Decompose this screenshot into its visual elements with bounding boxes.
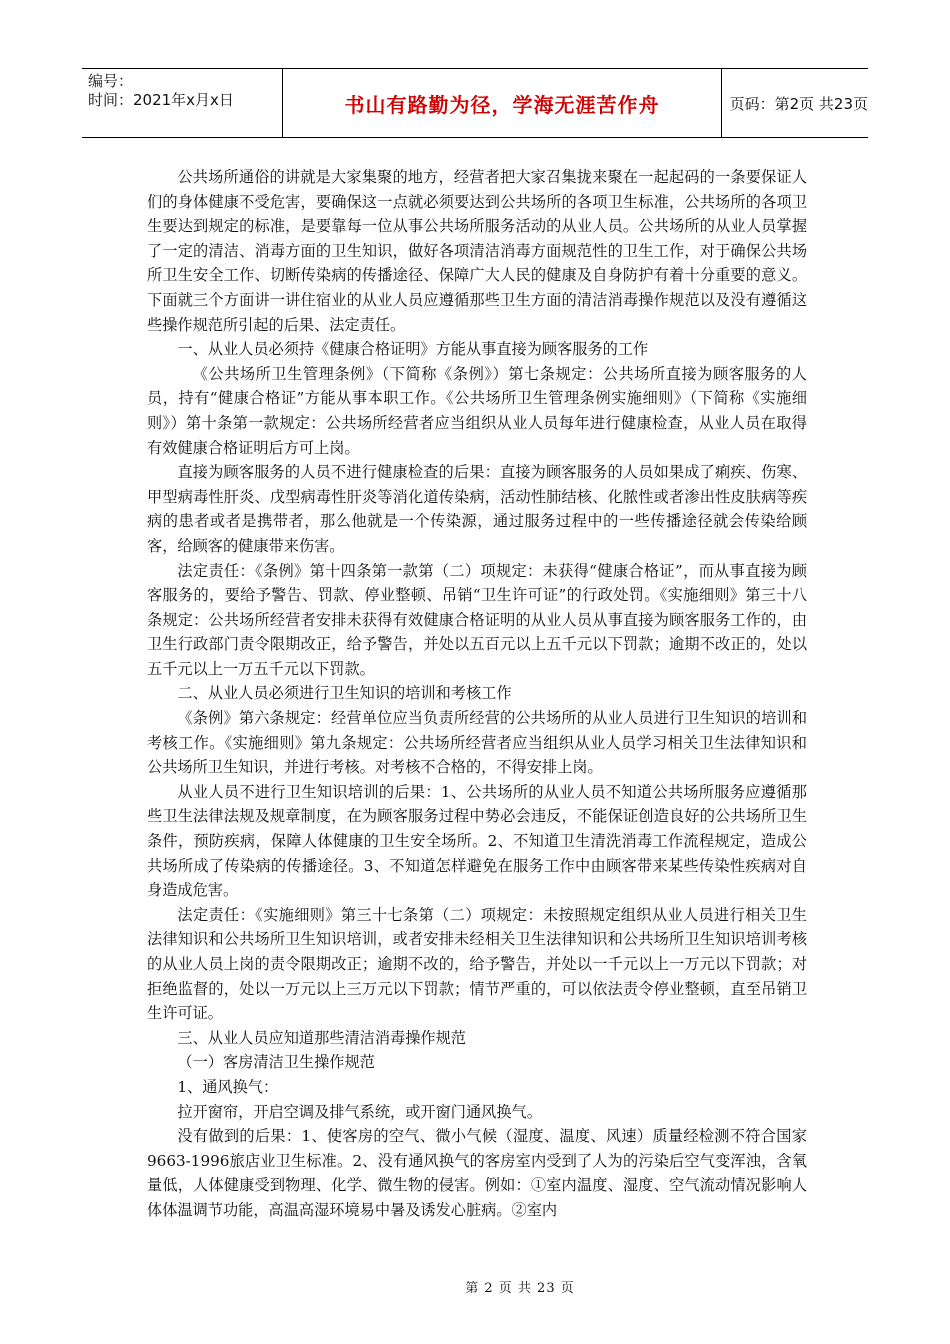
doc-date-label: 时间：2021年x月x日 bbox=[88, 91, 234, 109]
page-header bbox=[82, 68, 868, 138]
header-meta bbox=[82, 69, 283, 137]
paragraph: 没有做到的后果：1、使客房的空气、微小气候（湿度、温度、风速）质量经检测不符合国家9663-1996旅店业卫生标准。2、没有通风换气的客房室内受到了人为的污染后空气变浑浊，含氧量低，人体健康受到物理、化学、微生物的侵害。例如：①室内温度、湿度、空气流动情况影响人体体温调节功能，高温高湿环境易中暑及诱发心脏病。②室内 bbox=[147, 1127, 807, 1219]
item-heading: 1、通风换气： bbox=[177, 1077, 279, 1096]
header-motto: 书山有路勤为径，学海无涯苦作舟 bbox=[283, 69, 721, 137]
paragraph: 《条例》第六条规定：经营单位应当负责所经营的公共场所的从业人员进行卫生知识的培训和考核工作。《实施细则》第九条规定：公共场所经营者应当组织从业人员学习相关卫生法律知识和公共场所卫生知识，并进行考核。对考核不合格的，不得安排上岗。 bbox=[147, 709, 807, 777]
paragraph: 公共场所通俗的讲就是大家集聚的地方，经营者把大家召集拢来聚在一起起码的一条要保证人们的身体健康不受危害，要确保这一点就必须要达到公共场所的各项卫生标准，公共场所的各项卫生要达到规定的标准，是要靠每一位从事公共场所服务活动的从业人员。公共场所的从业人员掌握了一定的清洁、消毒方面的卫生知识，做好各项清洁消毒方面规范性的卫生工作，对于确保公共场所卫生安全工作、切断传染病的传播途径、保障广大人民的健康及自身防护有着十分重要的意义。下面就三个方面讲一讲住宿业的从业人员应遵循那些卫生方面的清洁消毒操作规范以及没有遵循这些操作规范所引起的后果、法定责任。 bbox=[147, 168, 807, 334]
document-body bbox=[147, 165, 807, 1223]
paragraph: 从业人员不进行卫生知识培训的后果：1、公共场所的从业人员不知道公共场所服务应遵循那些卫生法律法规及规章制度，在为顾客服务过程中势必会违反，不能保证创造良好的公共场所卫生条件，预防疾病，保障人体健康的卫生安全场所。2、不知道卫生清洗消毒工作流程规定，造成公共场所成了传染病的传播途径。3、不知道怎样避免在服务工作中由顾客带来某些传染性疾病对自身造成危害。 bbox=[147, 782, 807, 900]
section-heading: 二、从业人员必须进行卫生知识的培训和考核工作 bbox=[177, 684, 512, 703]
paragraph: 直接为顾客服务的人员不进行健康检查的后果：直接为顾客服务的人员如果成了痢疾、伤寒、甲型病毒性肝炎、戊型病毒性肝炎等消化道传染病，活动性肺结核、化脓性或者渗出性皮肤病等疾病的患者或者是携带者，那么他就是一个传染源，通过服务过程中的一些传播途径就会传染给顾客，给顾客的健康带来伤害。 bbox=[147, 463, 807, 555]
subsection-heading: （一）客房清洁卫生操作规范 bbox=[177, 1053, 375, 1072]
paragraph: 法定责任：《实施细则》第三十七条第（二）项规定：未按照规定组织从业人员进行相关卫生法律知识和公共场所卫生知识培训，或者安排未经相关卫生法律知识和公共场所卫生知识培训考核的从业人员上岗的责令限期改正；逾期不改的，给予警告，并处以一千元以上一万元以下罚款；对拒绝监督的，处以一万元以上三万元以下罚款；情节严重的，可以依法责令停业整顿，直至吊销卫生许可证。 bbox=[147, 905, 807, 1023]
paragraph: 《公共场所卫生管理条例》（下简称《条例》）第七条规定：公共场所直接为顾客服务的人员，持有“健康合格证”方能从事本职工作。《公共场所卫生管理条例实施细则》（下简称《实施细则》）第十条第一款规定：公共场所经营者应当组织从业人员每年进行健康检查，从业人员在取得有效健康合格证明后方可上岗。 bbox=[147, 364, 807, 457]
section-heading: 一、从业人员必须持《健康合格证明》方能从事直接为顾客服务的工作 bbox=[177, 340, 649, 359]
paragraph: 拉开窗帘，开启空调及排气系统，或开窗门通风换气。 bbox=[177, 1102, 542, 1121]
page-footer: 第 2 页 共 23 页 bbox=[465, 1281, 575, 1296]
header-page-info: 页码：第2页 共23页 bbox=[729, 94, 868, 113]
doc-number-label: 编号： bbox=[88, 72, 134, 90]
paragraph: 法定责任：《条例》第十四条第一款第（二）项规定：未获得“健康合格证”，而从事直接为顾客服务的，要给予警告、罚款、停业整顿、吊销“卫生许可证”的行政处罚。《实施细则》第三十八条规定：公共场所经营者安排未获得有效健康合格证明的从业人员从事直接为顾客服务工作的，由卫生行政部门责令限期改正，给予警告，并处以五百元以上五千元以下罚款；逾期不改正的，处以五千元以上一万五千元以下罚款。 bbox=[147, 561, 807, 678]
section-heading: 三、从业人员应知道那些清洁消毒操作规范 bbox=[177, 1028, 466, 1047]
